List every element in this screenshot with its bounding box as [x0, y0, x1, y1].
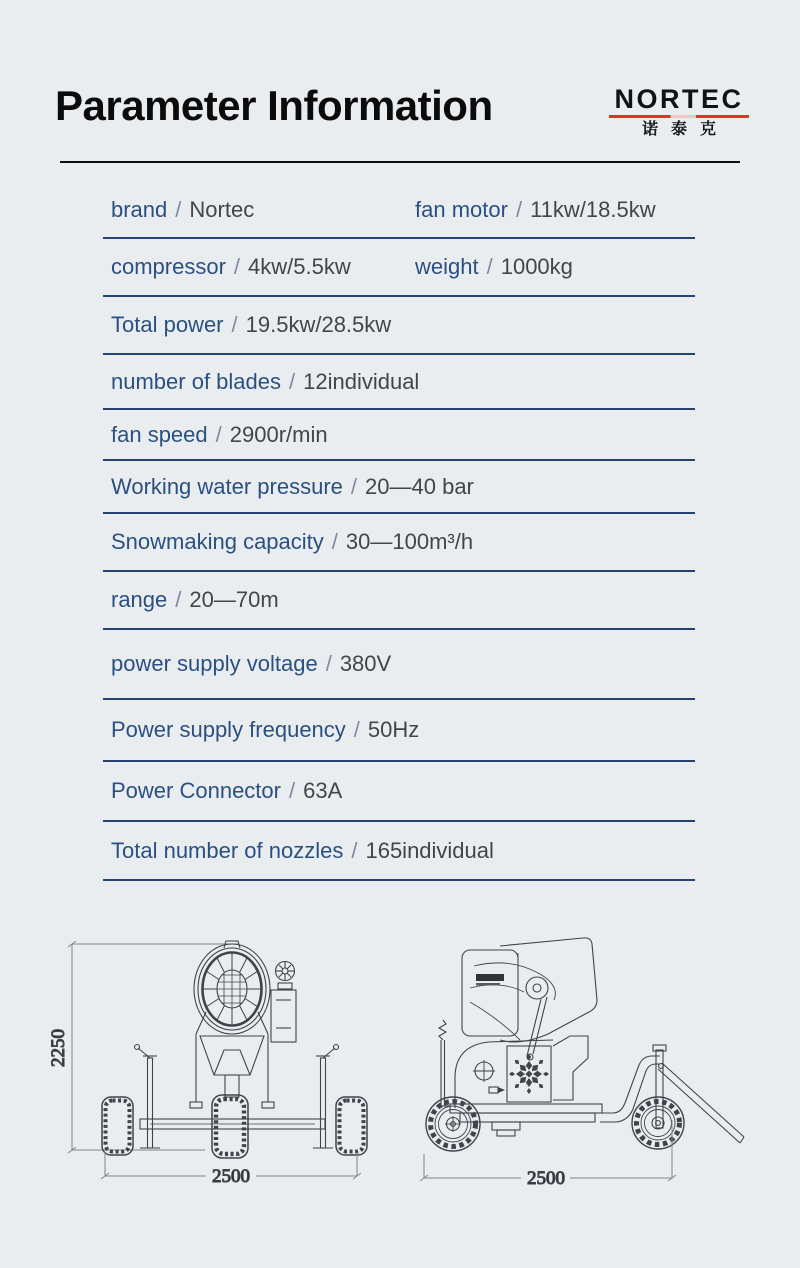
side-width-label: 2500 [527, 1168, 565, 1189]
spec-separator: / [289, 368, 296, 394]
spec-cell [103, 312, 391, 338]
snowflake-icon [509, 1054, 549, 1094]
spec-separator: / [175, 587, 182, 612]
spec-value: 4kw/5.5kw [248, 254, 351, 279]
side-jack [436, 1020, 450, 1106]
table-row [103, 410, 695, 461]
spec-separator: / [175, 196, 182, 222]
spec-label: fan speed [111, 421, 208, 447]
spec-cell [103, 651, 391, 677]
front-width-label: 2500 [212, 1166, 250, 1187]
spec-label: number of blades [111, 368, 281, 394]
blower-unit [271, 962, 296, 1043]
spec-separator: / [515, 196, 523, 222]
table-row [103, 514, 695, 572]
table-row [103, 630, 695, 700]
title-divider [60, 161, 740, 163]
table-row [103, 239, 695, 297]
spec-cell [103, 838, 494, 864]
front-height-label: 2250 [48, 1029, 69, 1067]
spec-label: Total number of nozzles [111, 837, 344, 863]
spec-label: Power Connector [111, 778, 281, 803]
spec-separator: / [350, 473, 358, 499]
spec-value: 50Hz [367, 717, 420, 742]
spec-label: power supply voltage [111, 651, 318, 676]
table-row [103, 762, 695, 822]
spec-table [103, 182, 695, 881]
spec-label: Working water pressure [111, 473, 343, 499]
spec-cell [103, 422, 328, 448]
logo-red-underline [609, 115, 749, 118]
spec-cell [103, 474, 474, 500]
spec-separator: / [231, 312, 238, 337]
front-view-drawing [48, 941, 367, 1187]
spec-value: 19.5kw/28.5kw [245, 312, 392, 337]
front-view-tires [102, 1095, 367, 1158]
table-row [103, 572, 695, 630]
spec-label: fan motor [415, 196, 508, 222]
spec-label: compressor [111, 254, 226, 279]
spec-label: Total power [111, 312, 224, 337]
logo-wordmark: NORTEC [614, 84, 744, 114]
spec-cell [103, 717, 419, 743]
tow-bar [658, 1063, 744, 1143]
spec-separator: / [486, 254, 493, 279]
spec-value: 380V [339, 651, 392, 676]
spec-label: brand [111, 196, 168, 222]
spec-label: range [111, 587, 168, 612]
spec-cell [103, 778, 342, 804]
spec-value: 20—70m [189, 587, 279, 612]
spec-separator: / [325, 651, 332, 676]
table-row [103, 822, 695, 881]
spec-value: 30—100m³/h [345, 529, 474, 554]
spec-label: weight [415, 254, 479, 279]
table-row [103, 355, 695, 410]
logo-chinese-name: 诺泰克 [641, 121, 729, 138]
side-view-wheels [426, 1097, 684, 1151]
spec-label: Power supply frequency [111, 717, 346, 742]
spec-value: 12individual [303, 368, 420, 394]
nortec-plate [476, 974, 504, 985]
table-row [103, 297, 695, 355]
spec-value: Nortec [189, 196, 255, 222]
spec-label: Snowmaking capacity [111, 529, 324, 554]
spec-separator: / [351, 837, 358, 863]
spec-separator: / [331, 529, 338, 554]
spec-cell [103, 587, 279, 613]
spec-value: 1000kg [500, 254, 573, 279]
spec-cell [103, 529, 473, 555]
spec-separator: / [215, 421, 222, 447]
spec-separator: / [353, 717, 360, 742]
spec-value: 165individual [365, 837, 494, 863]
page-title: Parameter Information [55, 82, 493, 129]
spec-cell [407, 254, 573, 280]
spec-value: 63A [303, 778, 343, 803]
spec-separator: / [233, 254, 241, 279]
right-jack [313, 1045, 339, 1149]
spec-cell [407, 197, 656, 223]
table-row [103, 182, 695, 239]
spec-separator: / [288, 778, 296, 803]
spec-cell [103, 369, 419, 395]
side-view-drawing [420, 938, 744, 1189]
spec-cell [103, 197, 407, 223]
spec-cell [103, 254, 407, 280]
table-row [103, 700, 695, 762]
spec-value: 11kw/18.5kw [530, 196, 656, 222]
technical-drawings [0, 900, 800, 1268]
table-row [103, 461, 695, 514]
spec-value: 2900r/min [229, 421, 328, 447]
left-jack [135, 1045, 161, 1149]
spec-value: 20—40 bar [365, 473, 474, 499]
nortec-logo [609, 86, 749, 138]
